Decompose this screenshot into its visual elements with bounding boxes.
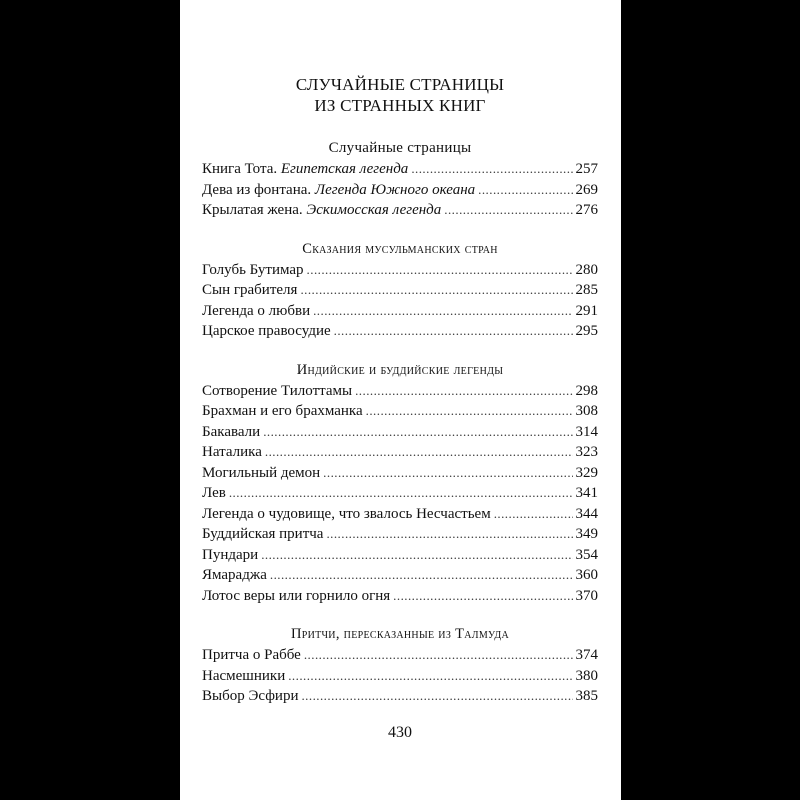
entry-title: Крылатая жена. <box>202 202 303 218</box>
entry-title: Наталика <box>202 444 262 460</box>
entry-title: Притча о Раббе <box>202 647 301 663</box>
section-random-pages <box>202 137 598 221</box>
toc-entry <box>202 159 598 180</box>
dot-leader <box>494 504 573 525</box>
entry-title: Книга Тота. <box>202 161 278 177</box>
entry-page: 341 <box>575 485 598 501</box>
section-heading: Притчи, пересказанные из Талмуда <box>290 626 510 642</box>
entry-title: Сотворение Тилоттамы <box>202 382 353 399</box>
toc-entry <box>202 260 598 281</box>
entry-subtitle: Легенда Южного океана <box>314 181 476 198</box>
entry-subtitle: Эскимосская легенда <box>306 202 442 218</box>
entry-page: 374 <box>575 647 598 663</box>
dot-leader <box>300 280 572 301</box>
section-heading: Случайные страницы <box>328 140 472 156</box>
toc-entry <box>202 463 598 484</box>
entry-title: Легенда о чудовище, что звалось Несчастьем <box>202 505 491 522</box>
toc-entry <box>202 545 598 566</box>
left-border <box>0 0 180 800</box>
entry-page: 349 <box>575 526 598 542</box>
toc-entry <box>202 586 598 607</box>
right-border <box>621 0 800 800</box>
section-talmud-parables <box>202 623 598 707</box>
entry-page: 285 <box>575 282 598 298</box>
entry-page: 323 <box>575 444 598 460</box>
toc-entry <box>202 565 598 586</box>
toc-entry <box>202 401 598 422</box>
toc-entry <box>202 442 598 463</box>
entry-title: Царское правосудие <box>202 323 331 339</box>
entry-page: 380 <box>575 667 598 684</box>
entry-title: Легенда о любви <box>202 302 311 319</box>
entry-title: Сын грабителя <box>202 282 298 298</box>
entry-page: 385 <box>575 688 598 704</box>
toc-entry <box>202 504 598 525</box>
toc-entry <box>202 483 598 504</box>
dot-leader <box>334 321 573 342</box>
title-line-1: СЛУЧАЙНЫЕ СТРАНИЦЫ <box>295 75 505 94</box>
toc-entry <box>202 180 598 201</box>
entry-page: 291 <box>575 302 598 319</box>
page-title <box>202 74 598 116</box>
dot-leader <box>366 401 573 422</box>
entry-page: 298 <box>575 382 598 399</box>
entry-title: Бакавали <box>202 423 261 440</box>
toc-entry <box>202 686 598 707</box>
dot-leader <box>393 586 572 607</box>
entry-text <box>202 200 444 221</box>
entry-page: 280 <box>575 261 598 278</box>
entry-title: Пундари <box>202 546 259 563</box>
entry-title: Насмешники <box>202 667 286 684</box>
dot-leader <box>326 524 572 545</box>
toc-entry <box>202 524 598 545</box>
dot-leader <box>304 645 573 666</box>
dot-leader <box>229 483 573 504</box>
dot-leader <box>263 422 572 443</box>
entry-page: 295 <box>575 323 598 339</box>
entry-page: 314 <box>575 423 598 440</box>
section-muslim-tales <box>202 238 598 342</box>
entry-title: Лев <box>202 485 226 501</box>
toc-entry <box>202 321 598 342</box>
table-of-contents <box>202 74 598 707</box>
dot-leader <box>265 442 573 463</box>
entry-title: Ямараджа <box>202 567 267 583</box>
dot-leader <box>444 200 572 221</box>
dot-leader <box>307 260 573 281</box>
dot-leader <box>323 463 572 484</box>
entry-title: Буддийская притча <box>202 526 324 542</box>
entry-page: 329 <box>575 464 598 481</box>
entry-title: Выбор Эсфири <box>202 688 299 704</box>
entry-title: Дева из фонтана. <box>202 181 312 198</box>
toc-entry <box>202 200 598 221</box>
entry-subtitle: Египетская легенда <box>280 161 409 177</box>
dot-leader <box>313 301 572 322</box>
entry-page: 344 <box>575 505 598 522</box>
entry-page: 276 <box>575 202 598 218</box>
dot-leader <box>478 180 572 201</box>
section-heading: Сказания мусульманских стран <box>302 240 498 257</box>
title-line-2: ИЗ СТРАННЫХ КНИГ <box>314 96 486 115</box>
page-number: 430 <box>388 724 412 741</box>
toc-entry <box>202 280 598 301</box>
dot-leader <box>301 686 572 707</box>
toc-entry <box>202 645 598 666</box>
entry-text <box>202 159 411 180</box>
entry-title: Голубь Бутимар <box>202 261 304 278</box>
entry-page: 269 <box>575 181 598 198</box>
entry-page: 360 <box>575 567 598 583</box>
entry-text <box>202 180 478 201</box>
toc-entry <box>202 666 598 687</box>
section-heading: Индийские и буддийские легенды <box>296 361 504 378</box>
entry-title: Брахман и его брахманка <box>202 403 363 419</box>
dot-leader <box>288 666 572 687</box>
entry-page: 370 <box>575 587 598 604</box>
entry-page: 354 <box>575 546 598 563</box>
entry-page: 257 <box>575 161 598 177</box>
dot-leader <box>270 565 573 586</box>
entry-title: Могильный демон <box>202 464 321 481</box>
dot-leader <box>261 545 572 566</box>
toc-entry <box>202 381 598 402</box>
dot-leader <box>411 159 572 180</box>
dot-leader <box>355 381 572 402</box>
toc-entry <box>202 422 598 443</box>
entry-title: Лотос веры или горнило огня <box>202 587 391 604</box>
section-indian-legends <box>202 359 598 607</box>
toc-entry <box>202 301 598 322</box>
entry-page: 308 <box>575 403 598 419</box>
